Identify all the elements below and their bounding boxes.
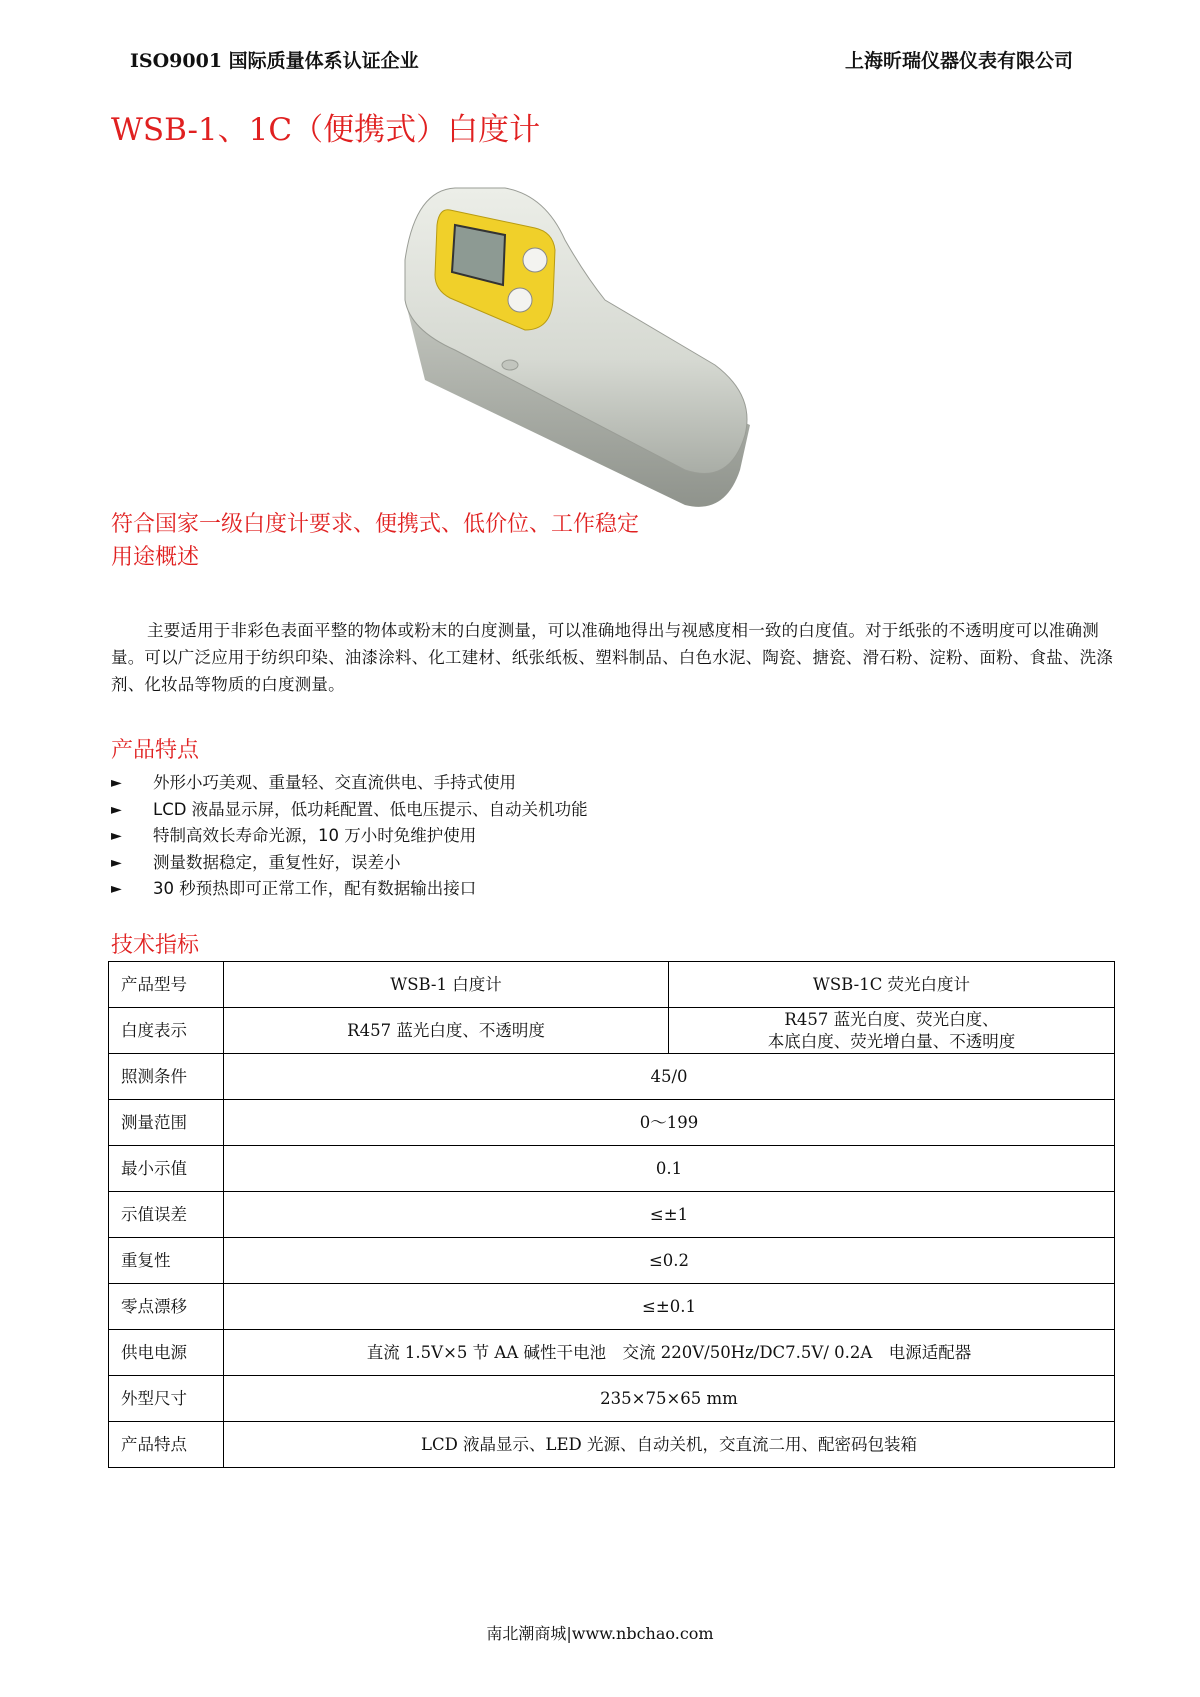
feature-text: LCD 液晶显示屏，低功耗配置、低电压提示、自动关机功能 <box>153 799 588 819</box>
header-right: 上海昕瑞仪器仪表有限公司 <box>844 50 1073 72</box>
table-row <box>109 1192 1115 1238</box>
table-row <box>109 1330 1115 1376</box>
row-label: 零点漂移 <box>109 1284 224 1330</box>
feature-text: 30 秒预热即可正常工作，配有数据输出接口 <box>153 879 477 898</box>
feature-text: 外形小巧美观、重量轻、交直流供电、手持式使用 <box>153 773 516 792</box>
table-row <box>109 1284 1115 1330</box>
cell-value: 0～199 <box>224 1100 1115 1146</box>
bullet-icon: ► <box>111 801 122 818</box>
spec-table <box>108 961 1115 1468</box>
row-label: 最小示值 <box>109 1146 224 1192</box>
row-label: 重复性 <box>109 1238 224 1284</box>
cell-value: WSB-1C 荧光白度计 <box>669 962 1115 1008</box>
cell-value: 45/0 <box>224 1054 1115 1100</box>
features-heading: 产品特点 <box>111 738 200 763</box>
usage-text: 主要适用于非彩色表面平整的物体或粉末的白度测量，可以准确地得出与视感度相一致的白度值。对于纸张的不透明度可以准确测量。可以广泛应用于纺织印染、油漆涂料、化工建材、纸张纸板、塑料制品、白色水泥、陶瓷、搪瓷、滑石粉、淀粉、面粉、食盐、洗涤剂、化妆品等物质的白度测量。 <box>111 621 1113 694</box>
list-item <box>111 770 588 797</box>
cell-value: ≤±1 <box>224 1192 1115 1238</box>
row-label: 照测条件 <box>109 1054 224 1100</box>
footer-text: 南北潮商城|www.nbchao.com <box>486 1624 714 1643</box>
row-label: 产品特点 <box>109 1422 224 1468</box>
cell-value: ≤0.2 <box>224 1238 1115 1284</box>
table-row <box>109 1146 1115 1192</box>
table-row <box>109 1238 1115 1284</box>
bullet-icon: ► <box>111 881 122 897</box>
row-label: 供电电源 <box>109 1330 224 1376</box>
row-label: 产品型号 <box>109 962 224 1008</box>
bullet-icon: ► <box>111 828 122 844</box>
row-label: 白度表示 <box>109 1008 224 1054</box>
list-item <box>111 797 588 824</box>
cell-value: ≤±0.1 <box>224 1284 1115 1330</box>
cell-value: R457 蓝光白度、不透明度 <box>224 1008 669 1054</box>
list-item <box>111 876 588 903</box>
cell-value: WSB-1 白度计 <box>224 962 669 1008</box>
row-label: 测量范围 <box>109 1100 224 1146</box>
cell-value: 直流 1.5V×5 节 AA 碱性干电池 交流 220V/50Hz/DC7.5V/ 0.2A 电源适配器 <box>224 1330 1115 1376</box>
cell-line: R457 蓝光白度、荧光白度、 <box>784 1009 999 1029</box>
row-label: 示值误差 <box>109 1192 224 1238</box>
feature-text: 特制高效长寿命光源，10 万小时免维护使用 <box>153 826 477 845</box>
page-title: WSB-1、1C（便携式）白度计 <box>111 112 541 148</box>
tagline: 符合国家一级白度计要求、便携式、低价位、工作稳定 <box>111 512 640 537</box>
product-image <box>395 180 825 520</box>
cell-value: LCD 液晶显示、LED 光源、自动关机，交直流二用、配密码包装箱 <box>224 1422 1115 1468</box>
bullet-icon: ► <box>111 775 122 791</box>
table-row <box>109 1100 1115 1146</box>
usage-heading: 用途概述 <box>111 545 200 570</box>
bullet-icon: ► <box>111 854 122 871</box>
row-label: 外型尺寸 <box>109 1376 224 1422</box>
cell-value: 0.1 <box>224 1146 1115 1192</box>
table-row <box>109 1008 1115 1054</box>
table-row <box>109 962 1115 1008</box>
table-row <box>109 1422 1115 1468</box>
header-left: ISO9001 国际质量体系认证企业 <box>130 50 419 72</box>
table-row <box>109 1054 1115 1100</box>
features-list <box>111 770 588 903</box>
cell-value <box>669 1008 1115 1054</box>
list-item <box>111 850 588 877</box>
cell-line: 本底白度、荧光增白量、不透明度 <box>767 1031 1016 1051</box>
list-item <box>111 823 588 850</box>
table-row <box>109 1376 1115 1422</box>
cell-value: 235×75×65 mm <box>224 1376 1115 1422</box>
feature-text: 测量数据稳定，重复性好，误差小 <box>153 852 401 872</box>
specs-heading: 技术指标 <box>111 933 200 958</box>
